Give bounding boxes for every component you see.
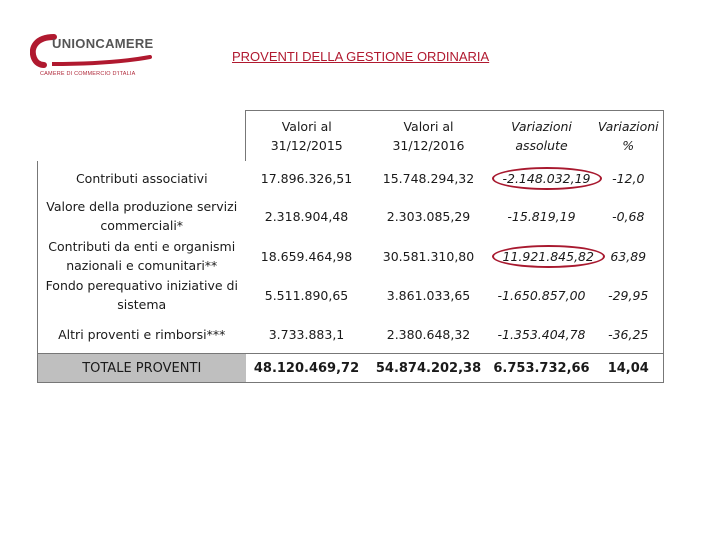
total-2015: 48.120.469,72 (246, 354, 368, 383)
cell-var-abs (490, 237, 594, 275)
cell-var-pct: -36,25 (594, 315, 664, 354)
page-title: PROVENTI DELLA GESTIONE ORDINARIA (232, 49, 490, 64)
logo-wordmark: UNIONCAMERE (52, 36, 154, 51)
cell-2016: 2.380.648,32 (386, 326, 471, 342)
cell-2015: 3.733.883,1 (268, 326, 345, 342)
cell-var-pct: -0,68 (594, 195, 664, 237)
cell-var-pct: -12,0 (594, 161, 664, 195)
row-label: Fondo perequativo iniziative di sistema (38, 275, 246, 315)
cell-var-abs: -1.650.857,00 (497, 287, 586, 303)
table-row (38, 161, 664, 195)
cell-2015: 18.659.464,98 (260, 248, 353, 264)
header-valori-2016: Valori al 31/12/2016 (368, 111, 490, 162)
cell-2016: 30.581.310,80 (382, 248, 475, 264)
circled-highlight: -2.148.032,19 (492, 167, 602, 190)
total-2016: 54.874.202,38 (368, 354, 490, 383)
header-variazioni-percent: Variazioni % (594, 111, 664, 162)
header-valori-2015: Valori al 31/12/2015 (246, 111, 368, 162)
cell-2016: 15.748.294,32 (382, 170, 475, 186)
table-row (38, 275, 664, 315)
total-var-pct: 14,04 (594, 354, 664, 383)
cell-2015: 5.511.890,65 (264, 287, 349, 303)
total-row (38, 354, 664, 383)
header-corner (38, 111, 246, 162)
row-label: Altri proventi e rimborsi*** (38, 315, 246, 354)
header-variazioni-assolute: Variazioni assolute (490, 111, 594, 162)
logo-swoosh-icon (52, 55, 152, 67)
cell-var-pct: -29,95 (594, 275, 664, 315)
row-label: Contributi associativi (38, 161, 246, 195)
table-row (38, 237, 664, 275)
table-header-row (38, 111, 664, 162)
total-var-abs: 6.753.732,66 (490, 354, 594, 383)
circled-highlight: 11.921.845,82 (492, 245, 605, 268)
cell-var-abs (490, 161, 594, 195)
table-row (38, 195, 664, 237)
logo-tagline: CAMERE DI COMMERCIO D'ITALIA (40, 71, 136, 77)
cell-2016: 3.861.033,65 (386, 287, 471, 303)
cell-2016: 2.303.085,29 (386, 208, 471, 224)
row-label: Contributi da enti e organismi nazionali e comunitari** (38, 237, 246, 275)
total-label: TOTALE PROVENTI (38, 354, 246, 383)
table-row (38, 315, 664, 354)
unioncamere-logo (30, 30, 160, 82)
proventi-table (37, 110, 664, 383)
cell-var-abs: -15.819,19 (507, 208, 576, 224)
row-label: Valore della produzione servizi commerciali* (38, 195, 246, 237)
cell-2015: 2.318.904,48 (264, 208, 349, 224)
cell-var-pct: 63,89 (594, 237, 664, 275)
cell-var-abs: -1.353.404,78 (497, 326, 586, 342)
cell-2015: 17.896.326,51 (260, 170, 353, 186)
